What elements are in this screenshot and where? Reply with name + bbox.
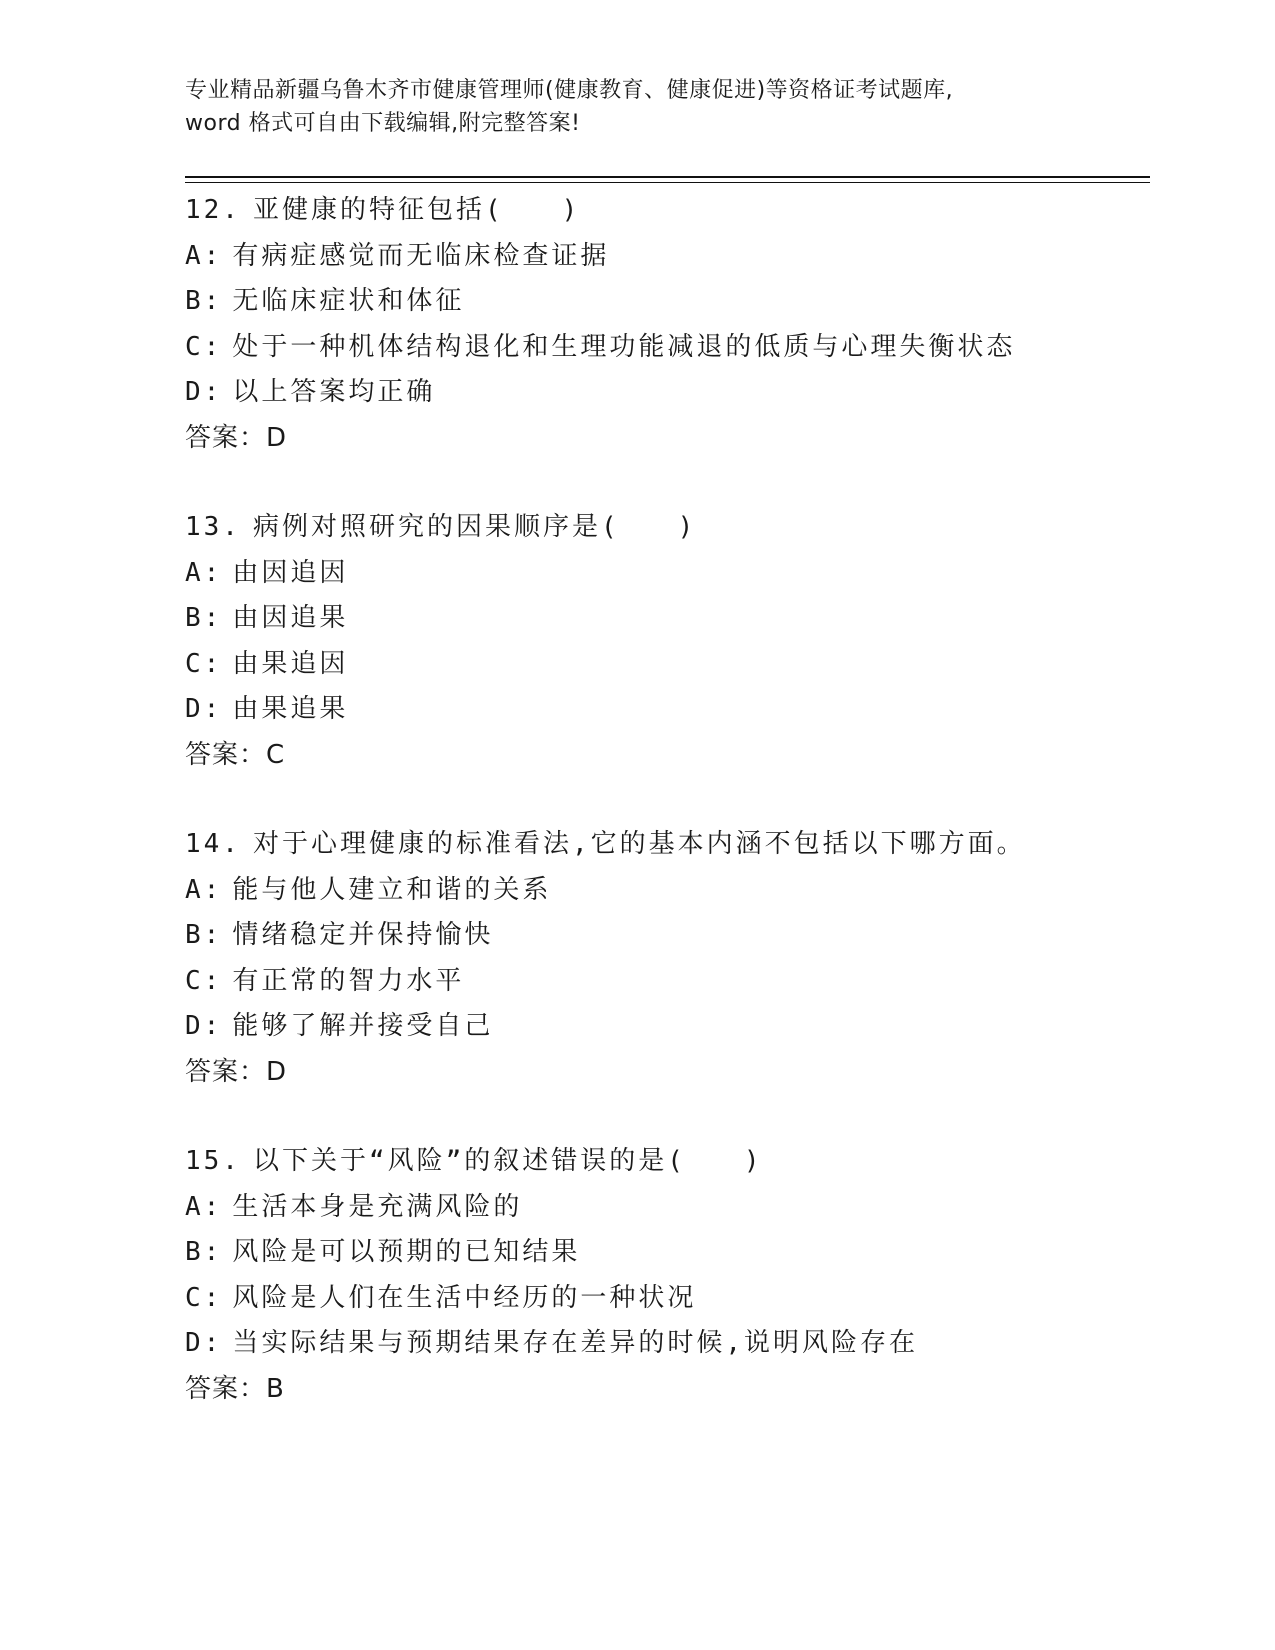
option-letter: C: [185, 648, 223, 679]
header-line-2: word 格式可自由下载编辑,附完整答案! [185, 111, 581, 136]
option-d [185, 370, 1185, 416]
option-a [185, 234, 1185, 280]
option-letter: B: [185, 286, 223, 316]
option-text: 有正常的智力水平 [232, 965, 465, 996]
header-line-1: 专业精品新疆乌鲁木齐市健康管理师(健康教育、健康促进)等资格证考试题库, [185, 78, 954, 103]
option-d [185, 1321, 1185, 1367]
option-text: 情绪稳定并保持愉快 [232, 920, 494, 950]
option-text: 能够了解并接受自己 [232, 1011, 494, 1041]
question-15 [185, 1139, 1185, 1412]
answer-line: 答案：D [185, 422, 288, 453]
option-text: 风险是人们在生活中经历的一种状况 [232, 1282, 697, 1313]
question-text: 以下关于“风险”的叙述错误的是( ) [252, 1146, 763, 1176]
question-12 [185, 188, 1185, 461]
document-header [185, 74, 1085, 140]
option-b [185, 913, 1185, 959]
option-d [185, 1004, 1185, 1050]
answer-line: 答案：D [185, 1056, 288, 1087]
option-letter: A: [185, 874, 223, 905]
option-text: 处于一种机体结构退化和生理功能减退的低质与心理失衡状态 [232, 331, 1016, 362]
question-13 [185, 505, 1185, 778]
option-text: 由因追因 [232, 557, 349, 588]
option-letter: D: [185, 1011, 223, 1041]
option-letter: D: [185, 694, 223, 724]
option-letter: B: [185, 603, 223, 633]
option-text: 无临床症状和体征 [232, 286, 465, 316]
question-number: 15. [185, 1146, 241, 1176]
option-letter: C: [185, 1282, 223, 1313]
option-letter: B: [185, 1237, 223, 1267]
option-text: 风险是可以预期的已知结果 [232, 1237, 581, 1267]
option-text: 由果追因 [232, 648, 349, 679]
option-b [185, 596, 1185, 642]
question-text: 对于心理健康的标准看法,它的基本内涵不包括以下哪方面。 [252, 829, 1026, 859]
option-letter: B: [185, 920, 223, 950]
option-letter: A: [185, 557, 223, 588]
option-a [185, 551, 1185, 597]
option-text: 以上答案均正确 [232, 377, 436, 407]
header-divider-thin [185, 182, 1150, 183]
option-a [185, 868, 1185, 914]
answer-line: 答案：B [185, 1373, 285, 1404]
option-c [185, 325, 1185, 371]
option-letter: A: [185, 1191, 223, 1222]
question-stem [185, 822, 1185, 868]
question-stem [185, 188, 1185, 234]
question-number: 14. [185, 829, 241, 859]
option-b [185, 279, 1185, 325]
question-list [185, 188, 1185, 1456]
option-text: 由因追果 [232, 603, 349, 633]
question-stem [185, 1139, 1185, 1185]
option-letter: C: [185, 965, 223, 996]
option-a [185, 1185, 1185, 1231]
option-c [185, 642, 1185, 688]
option-b [185, 1230, 1185, 1276]
option-c [185, 1276, 1185, 1322]
option-letter: C: [185, 331, 223, 362]
question-number: 13. [185, 512, 241, 542]
option-text: 能与他人建立和谐的关系 [232, 874, 552, 905]
option-text: 由果追果 [232, 694, 349, 724]
option-letter: D: [185, 1328, 223, 1358]
option-c [185, 959, 1185, 1005]
option-text: 当实际结果与预期结果存在差异的时候,说明风险存在 [232, 1328, 918, 1358]
option-letter: A: [185, 240, 223, 271]
question-number: 12. [185, 195, 241, 225]
question-14 [185, 822, 1185, 1095]
option-text: 有病症感觉而无临床检查证据 [232, 240, 610, 271]
option-d [185, 687, 1185, 733]
question-text: 病例对照研究的因果顺序是( ) [252, 512, 697, 542]
question-text: 亚健康的特征包括( ) [252, 195, 581, 225]
question-stem [185, 505, 1185, 551]
option-letter: D: [185, 377, 223, 407]
answer-line: 答案：C [185, 739, 286, 770]
option-text: 生活本身是充满风险的 [232, 1191, 523, 1222]
header-divider-thick [185, 176, 1150, 178]
